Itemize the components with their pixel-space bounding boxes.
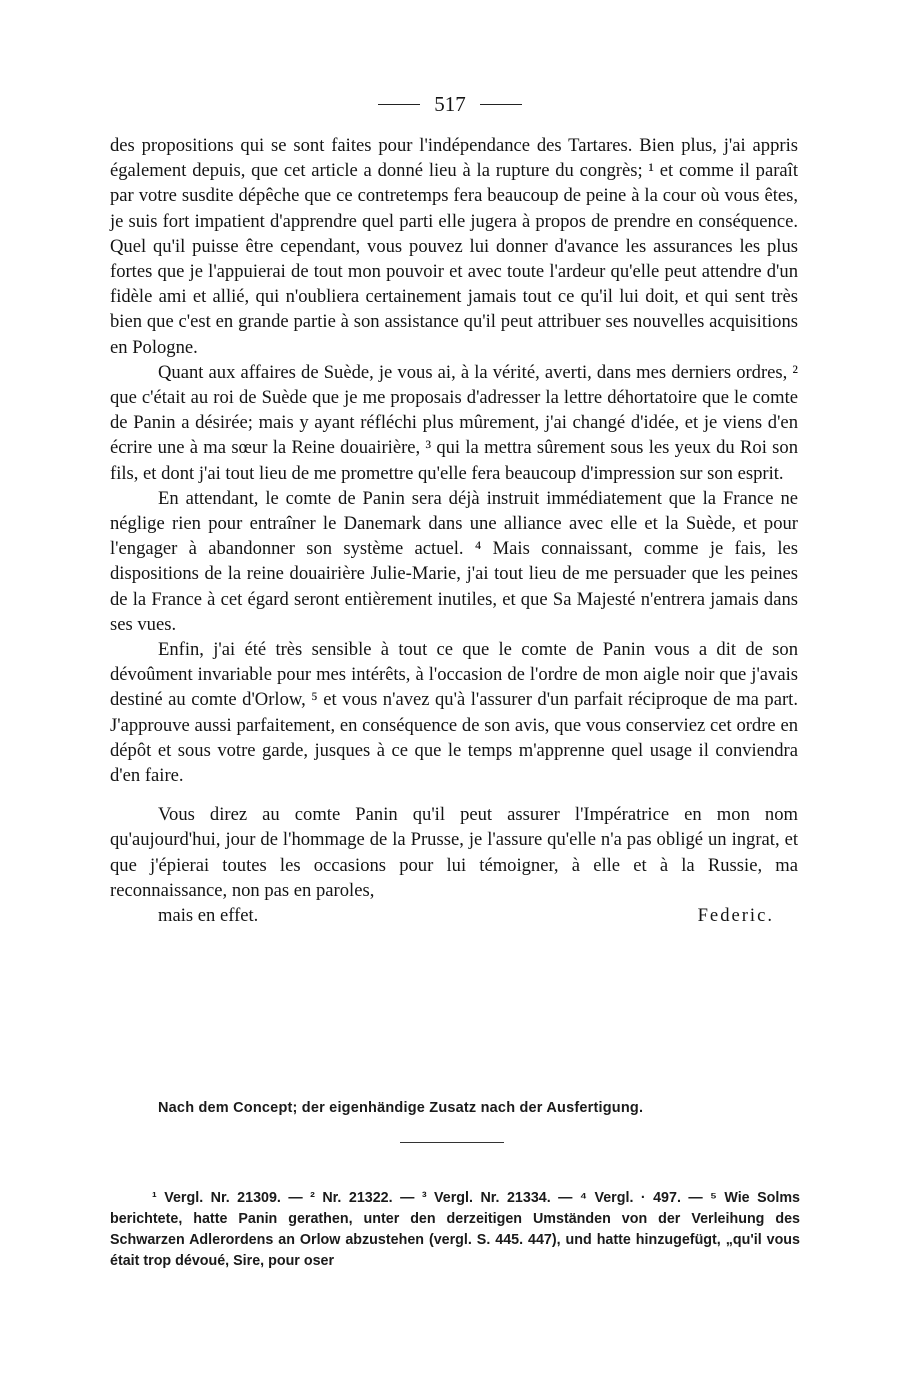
footnote-text: ¹ Vergl. Nr. 21309. — ² Nr. 21322. — ³ Vergl. Nr. 21334. — ⁴ Vergl. · 497. — ⁵ Wie Solms berichtete, hatte Panin gerathen, unter den derzeitigen Umständen von der Verleihung des Schwarzen Adlerordens an Orlow abzustehen (vergl. S. 445. 447), und hatte hinzugefügt, „qu'il vous était trop dévoué, Sire, pour oser [110,1190,800,1269]
closing-text: mais en effet. [158,905,259,927]
footnotes [110,1188,800,1272]
header-rule-right [480,104,522,105]
closing-line [110,903,798,928]
letter-body [110,133,798,928]
paragraph-1: des propositions qui se sont faites pour l'indépendance des Tartares. Bien plus, j'ai appris également depuis, que cet article a donné lieu à la rupture du congrès; ¹ et comme il paraît par votre susdite dépêche que ce contretemps fera beaucoup de peine à la cour où vous êtes, je suis fort impatient d'apprendre quel parti elle jugera à propos de prendre en conséquence. Quel qu'il puisse être cependant, vous pouvez lui donner d'avance les assurances les plus fortes que je l'appuierai de tout mon pouvoir et avec toute l'ardeur qu'elle peut attendre d'un fidèle ami et allié, qui n'oubliera certainement jamais tout ce qu'il lui doit, et qui sent très bien que c'est en grande partie à son assistance qu'il peut attribuer ses nouvelles acquisitions en Pologne. [110,135,798,358]
paragraph-4: Enfin, j'ai été très sensible à tout ce que le comte de Panin vous a dit de son dévoûment invariable pour mes intérêts, à l'occasion de l'ordre de mon aigle noir que j'avais destiné au comte d'Orlow, ⁵ et vous n'avez qu'à l'assurer d'un parfait réciproque de ma part. J'approuve aussi parfaitement, en conséquence de son avis, que vous conserviez cet ordre en dépôt et sous votre garde, jusques à ce que le temps m'apprenne quel usage il conviendra d'en faire. [110,639,798,787]
paragraph-2: Quant aux affaires de Suède, je vous ai, à la vérité, averti, dans mes derniers ordres, ² que c'était au roi de Suède que je me proposais d'adresser la lettre déhortatoire que le comte de Panin a désirée; mais y ayant réfléchi plus mûrement, j'ai changé d'idée, et je viens d'en écrire une à ma sœur la Reine douairière, ³ qui la mettra sûrement sous les yeux du Roi son fils, et dont j'ai tout lieu de me promettre qu'elle fera beaucoup d'impression sur son esprit. [110,361,798,484]
source-note: Nach dem Concept; der eigenhändige Zusatz nach der Ausfertigung. [158,1100,644,1116]
header-rule-left [378,104,420,105]
paragraph-5: Vous direz au comte Panin qu'il peut assurer l'Impératrice en mon nom qu'aujourd'hui, jour de l'hommage de la Prusse, je l'assure qu'elle n'a pas obligé un ingrat, et que j'épierai toutes les occasions pour lui témoigner, à elle et à la Russie, ma reconnaissance, non pas en paroles, [110,804,798,901]
paragraph-3: En attendant, le comte de Panin sera déjà instruit immédiatement que la France ne néglige rien pour entraîner le Danemark dans une alliance avec elle et la Suède, et pour l'engager à abandonner son système actuel. ⁴ Mais connaissant, comme je fais, les dispositions de la reine douairière Julie-Marie, j'ai tout lieu de me persuader que les peines de la France à cet égard seront entièrement inutiles, et que Sa Majesté n'entrera jamais dans ses vues. [110,487,798,635]
signature: Federic. [697,905,774,927]
footnote-separator [400,1142,504,1143]
page-header [0,92,900,117]
page-number: 517 [434,92,466,116]
